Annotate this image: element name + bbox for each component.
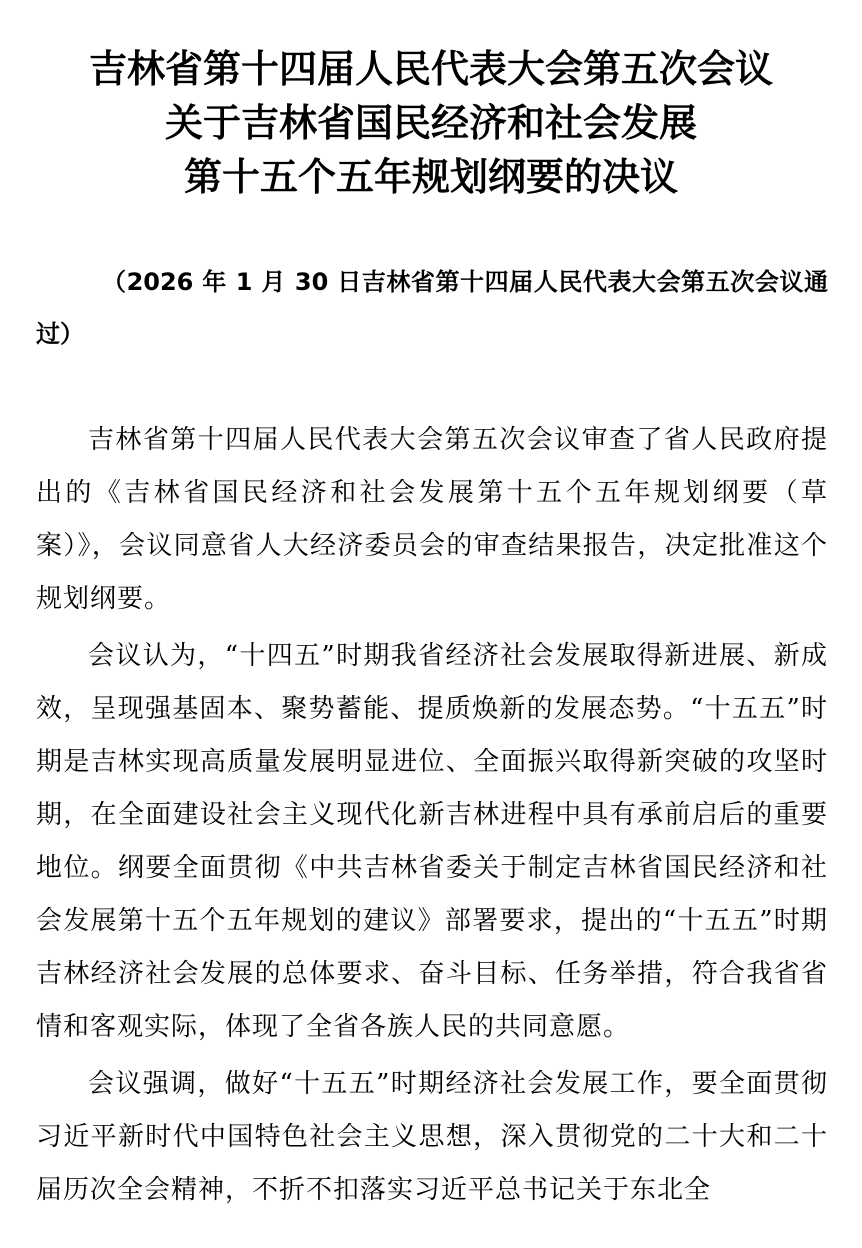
body-paragraph-3: 会议强调，做好“十五五”时期经济社会发展工作，要全面贯彻习近平新时代中国特色社会主义思想，深入贯彻党的二十大和二十届历次全会精神，不折不扣落实习近平总书记关于东北全 — [36, 1069, 828, 1205]
adoption-note: （2026 年 1 月 30 日吉林省第十四届人民代表大会第五次会议通过） — [36, 268, 828, 348]
title-line-1: 吉林省第十四届人民代表大会第五次会议 — [88, 46, 773, 91]
title-line-3: 第十五个五年规划纲要的决议 — [183, 154, 678, 199]
body-paragraph-1: 吉林省第十四届人民代表大会第五次会议审查了省人民政府提出的《吉林省国民经济和社会发展第十五个五年规划纲要（草案）》，会议同意省人大经济委员会的审查结果报告，决定批准这个规划纲要。 — [36, 425, 828, 614]
title-line-2: 关于吉林省国民经济和社会发展 — [164, 100, 697, 145]
body-paragraph-2: 会议认为，“十四五”时期我省经济社会发展取得新进展、新成效，呈现强基固本、聚势蓄能、提质焕新的发展态势。“十五五”时期是吉林实现高质量发展明显进位、全面振兴取得新突破的攻坚时期，在全面建设社会主义现代化新吉林进程中具有承前启后的重要地位。纲要全面贯彻《中共吉林省委关于制定吉林省国民经济和社会发展第十五个五年规划的建议》部署要求，提出的“十五五”时期吉林经济社会发展的总体要求、奋斗目标、任务举措，符合我省省情和客观实际，体现了全省各族人民的共同意愿。 — [36, 641, 828, 1042]
document-body — [36, 414, 828, 1221]
document-title — [0, 42, 862, 204]
